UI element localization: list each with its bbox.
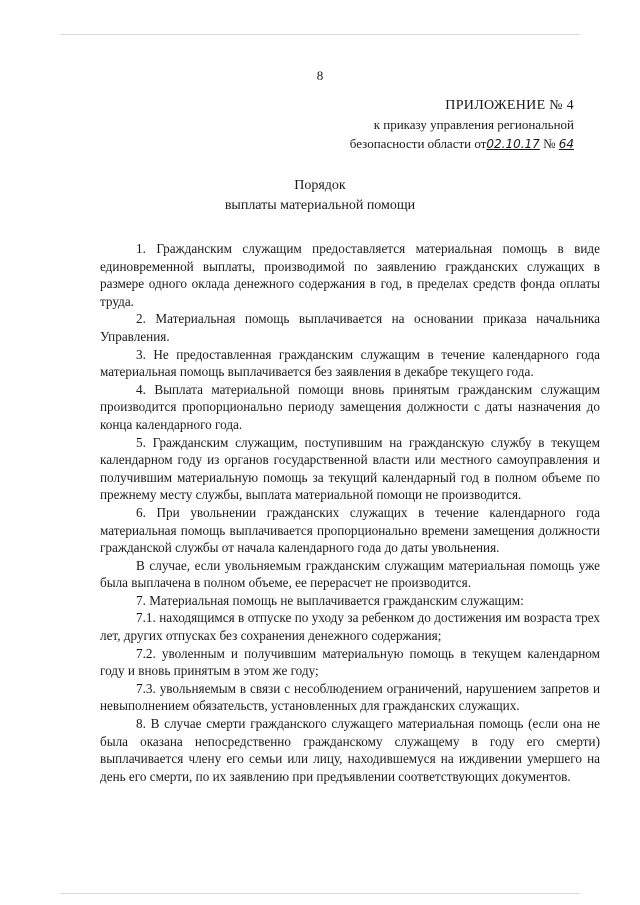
- paragraph-4: 4. Выплата материальной помощи вновь принятым гражданским служащим производится пропорционально периоду замещения должности с даты назначения до конца календарного года.: [100, 381, 600, 432]
- appendix-title: ПРИЛОЖЕНИЕ № 4: [445, 98, 574, 113]
- paragraph-7-2: 7.2. уволенным и получившим материальную помощь в текущем календарном году и вновь принятым в этом же году;: [100, 645, 600, 679]
- appendix-line-2-prefix: безопасности области от: [349, 136, 487, 151]
- document-body: [100, 240, 600, 785]
- paragraph-3: 3. Не предоставленная гражданским служащим в течение календарного года материальная помощь выплачивается без заявления в декабре текущего года.: [100, 346, 600, 380]
- paragraph-5: 5. Гражданским служащим, поступившим на гражданскую службу в текущем календарном году из органов государственной власти или местного самоуправления и получившим материальную помощь за текущий календарный год в полном объеме по прежнему месту службы, выплата материальной помощи не производится.: [100, 434, 600, 503]
- scan-artifact-top: [60, 34, 580, 35]
- number-sign: №: [543, 136, 556, 151]
- document-title-line-2: выплаты материальной помощи: [224, 198, 416, 213]
- paragraph-7: 7. Материальная помощь не выплачивается гражданским служащим:: [136, 592, 524, 608]
- appendix-line-1: к приказу управления региональной: [373, 117, 574, 132]
- paragraph-7-1: 7.1. находящимся в отпуске по уходу за ребенком до достижения им возраста трех лет, других отпусках без сохранения денежного содержания;: [100, 610, 600, 644]
- paragraph-1: 1. Гражданским служащим предоставляется материальная помощь в виде единовременной выплаты, производимой по заявлению гражданских служащих в размере одного оклада денежного содержания в год, в пределах средств фонда оплаты труда.: [100, 241, 600, 309]
- paragraph-6-note: В случае, если увольняемым гражданским служащим материальная помощь уже была выплачена в полном объеме, ее перерасчет не производится.: [100, 557, 600, 591]
- handwritten-date: 02.10.17: [486, 137, 540, 151]
- page-number: 8: [316, 68, 324, 83]
- paragraph-6: 6. При увольнении гражданских служащих в течение календарного года материальная помощь выплачивается пропорционально времени замещения должности гражданской службы от начала календарного года до даты увольнения.: [100, 504, 600, 556]
- handwritten-number: 64: [558, 137, 574, 151]
- document-title: [0, 176, 640, 216]
- paragraph-8: 8. В случае смерти гражданского служащего материальная помощь (если она не была оказана непосредственно гражданскому служащему в году его смерти) выплачивается члену его семьи или лицу, находившемуся на иждивении умершего на день его смерти, по их заявлению при предъявлении соответствующих документов.: [100, 716, 600, 784]
- paragraph-7-3: 7.3. увольняемым в связи с несоблюдением ограничений, нарушением запретов и невыполнением обязательств, установленных для гражданских служащих.: [100, 680, 600, 714]
- scan-artifact-bottom: [60, 893, 580, 894]
- document-title-line-1: Порядок: [294, 178, 346, 193]
- appendix-header: [314, 96, 574, 154]
- paragraph-2: 2. Материальная помощь выплачивается на основании приказа начальника Управления.: [100, 311, 600, 344]
- appendix-line-2: [314, 134, 574, 154]
